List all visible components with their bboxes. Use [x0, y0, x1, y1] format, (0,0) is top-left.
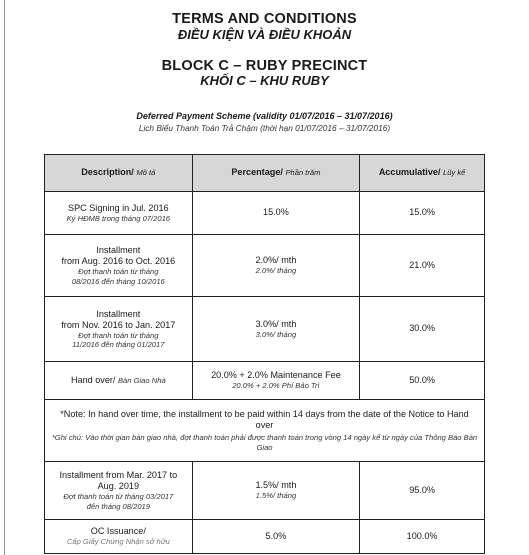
desc-vi: Ký HĐMB trong tháng 07/2016 — [66, 213, 171, 223]
desc-en: Hand over/ — [70, 374, 116, 385]
row-percentage — [192, 362, 360, 400]
row-description — [45, 362, 193, 400]
desc-vi-2: 11/2016 đến tháng 01/2017 — [72, 340, 165, 350]
row-percentage — [192, 462, 360, 520]
desc-vi-2: 08/2016 đến tháng 10/2016 — [71, 276, 165, 286]
table-row — [45, 462, 485, 520]
block-title-en: BLOCK C – RUBY PRECINCT — [161, 58, 368, 74]
table-row — [45, 297, 485, 362]
header-accumulative-vi: Lũy kế — [443, 168, 466, 178]
row-accumulative: 30.0% — [360, 297, 485, 362]
row-percentage: 5.0% — [192, 520, 360, 554]
desc-vi: Đợt thanh toán từ tháng — [78, 330, 159, 340]
row-accumulative: 15.0% — [360, 192, 485, 235]
desc-vi: Bàn Giao Nhà — [117, 375, 166, 385]
pct-vi: 20.0% + 2.0% Phí Bảo Trì — [232, 381, 320, 391]
table-row — [45, 520, 485, 554]
desc-en: SPC Signing in Jul. 2016 — [68, 202, 169, 213]
header-percentage-vi: Phần trăm — [285, 168, 321, 178]
row-percentage — [192, 297, 360, 362]
header-percentage-en: Percentage/ — [231, 167, 283, 178]
desc-vi: Đợt thanh toán từ tháng 03/2017 — [63, 492, 174, 502]
title-vi: ĐIỀU KIỆN VÀ ĐIỀU KHOẢN — [177, 27, 352, 42]
row-accumulative: 50.0% — [360, 362, 485, 400]
hand-over-note — [45, 400, 485, 462]
note-vi: *Ghi chú: Vào thời gian bàn giao nhà, đợt thanh toán phải được thanh toán trong vòng 14 ngày kể từ ngày của Thông Báo Bàn Giao — [51, 433, 478, 452]
note-en: *Note: In hand over time, the installment to be paid within 14 days from the date of the Notice to Hand over — [60, 409, 469, 431]
scheme-title-vi: Lịch Biểu Thanh Toán Trả Chậm (thời hạn 01/07/2016 – 31/07/2016) — [138, 123, 391, 133]
scheme-title-en: Deferred Payment Scheme (validity 01/07/2016 – 31/07/2016) — [136, 111, 393, 121]
row-description — [45, 462, 193, 520]
desc-vi-2: đến tháng 08/2019 — [86, 501, 150, 511]
row-percentage: 15.0% — [192, 192, 360, 235]
table-header-row — [45, 155, 485, 192]
header-accumulative-en: Accumulative/ — [378, 167, 441, 178]
table-row — [45, 192, 485, 235]
header-description-vi: Mô tả — [136, 168, 156, 178]
desc-en: OC Issuance/ — [90, 526, 146, 537]
pct-en: 1.5%/ mth — [255, 480, 297, 491]
row-description — [45, 297, 193, 362]
desc-vi: Cấp Giấy Chứng Nhận sở hữu — [66, 537, 170, 547]
desc-en-2: from Aug. 2016 to Oct. 2016 — [61, 256, 176, 267]
pct-en: 2.0%/ mth — [255, 255, 297, 266]
desc-en: Installment from Mar. 2017 to — [59, 470, 178, 481]
payment-schedule-table — [44, 154, 485, 554]
pct-vi: 2.0%/ tháng — [255, 266, 297, 276]
header-description-en: Description/ — [81, 167, 134, 178]
pct-en: 20.0% + 2.0% Maintenance Fee — [211, 370, 341, 381]
header-description — [45, 155, 193, 192]
desc-en: Installment — [96, 308, 141, 319]
pct-vi: 1.5%/ tháng — [255, 491, 297, 501]
row-description — [45, 192, 193, 235]
row-percentage — [192, 235, 360, 297]
row-accumulative: 100.0% — [360, 520, 485, 554]
desc-vi: Đợt thanh toán từ tháng — [78, 267, 159, 277]
desc-en-2: from Nov. 2016 to Jan. 2017 — [61, 319, 176, 330]
row-accumulative: 95.0% — [360, 462, 485, 520]
desc-en: Installment — [96, 245, 141, 256]
row-accumulative: 21.0% — [360, 235, 485, 297]
row-description — [45, 235, 193, 297]
desc-en-2: Aug. 2019 — [97, 481, 140, 492]
header-accumulative — [360, 155, 485, 192]
table-row — [45, 235, 485, 297]
note-row — [45, 400, 485, 462]
header-percentage — [192, 155, 360, 192]
pct-vi: 3.0%/ tháng — [255, 329, 297, 339]
row-description — [45, 520, 193, 554]
block-title-vi: KHỐI C – KHU RUBY — [200, 73, 329, 88]
title-en: TERMS AND CONDITIONS — [172, 11, 357, 27]
table-row — [45, 362, 485, 400]
pct-en: 3.0%/ mth — [255, 318, 297, 329]
